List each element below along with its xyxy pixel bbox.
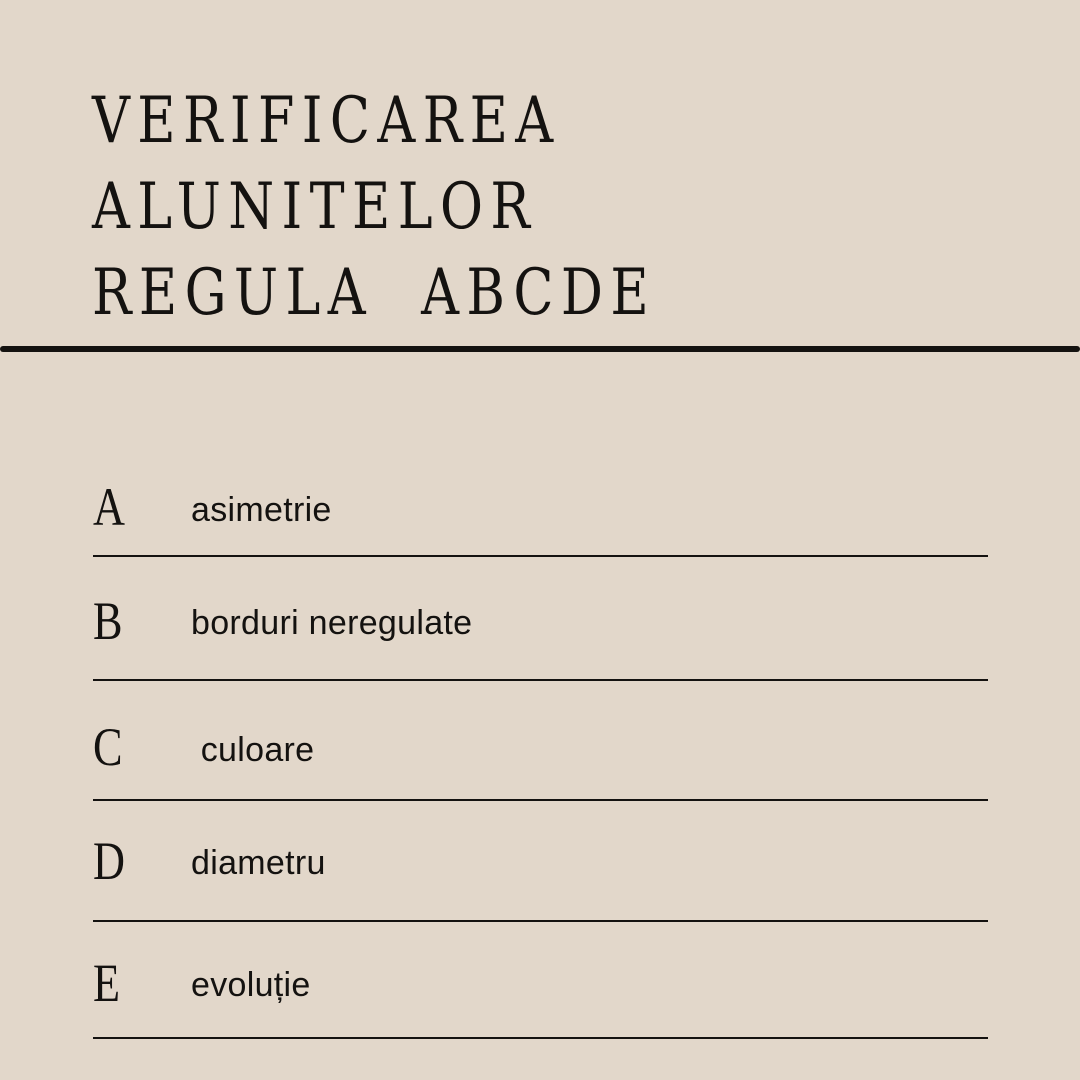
item-label: borduri neregulate	[191, 604, 473, 642]
item-divider	[93, 1037, 988, 1039]
item-divider	[93, 555, 988, 557]
title-divider	[0, 346, 1080, 352]
item-divider	[93, 679, 988, 681]
title-line-2: ALUNITELOR	[92, 170, 538, 244]
item-divider	[93, 920, 988, 922]
item-divider	[93, 799, 988, 801]
title-line-1: VERIFICAREA	[92, 84, 561, 158]
item-letter: E	[93, 953, 121, 1013]
item-label: asimetrie	[191, 491, 332, 529]
title-line-3: REGULA ABCDE	[92, 256, 657, 330]
item-letter: D	[93, 831, 125, 891]
item-letter: B	[93, 591, 123, 651]
item-label: diametru	[191, 844, 326, 882]
item-label: evoluție	[191, 966, 311, 1004]
item-label: culoare	[191, 731, 315, 769]
item-letter: C	[93, 717, 123, 777]
item-letter: A	[93, 477, 125, 537]
page-title	[92, 78, 656, 336]
